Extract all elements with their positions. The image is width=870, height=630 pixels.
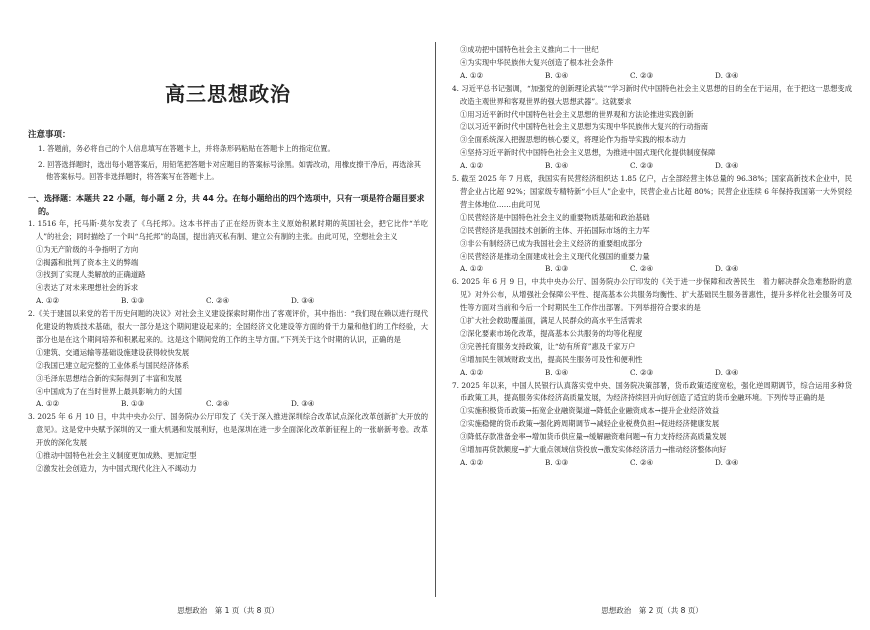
answer-choice: D. ③④ (715, 458, 739, 467)
answer-choice: C. ②④ (630, 264, 654, 274)
question-block (452, 44, 852, 83)
answer-choices (452, 367, 852, 380)
answer-choice: B. ①③ (545, 264, 569, 274)
statement-option: ①推动中国特色社会主义制度更加成熟、更加定型 (36, 451, 197, 461)
statement-option: ③全面系统深入把握思想的核心要义，将理论作为指导实践的根本动力 (460, 135, 687, 145)
answer-choices (28, 398, 428, 411)
statement-option: ③完善托育服务支持政策，让“幼有所育”惠及千家万户 (460, 341, 636, 351)
answer-choice: C. ②③ (630, 367, 654, 377)
left-question-list (28, 218, 428, 476)
left-column (28, 0, 428, 630)
answer-choice: A. ①② (460, 458, 483, 467)
answer-choice: D. ③④ (715, 264, 739, 274)
answer-choice: D. ③④ (715, 70, 739, 80)
question-stem: 2.《关于建国以来党的若干历史问题的决议》对社会主义建设探索时期作出了客观评价，其中指出：“我们现在赖以进行现代化建设的物质技术基础，很大一部分是这个期间建设起来的；全国经济文化建设等方面的骨干力量和他们的工作经验，大部分也是在这个期间培养和积累起来的。这是这个期间党的工作的主导方面。”下列关于这个时期的认识，正确的是 (28, 309, 428, 344)
statement-option: ①建筑、交通运输等基础设施建设获得较快发展 (36, 347, 190, 357)
statement-option: ①民营经济是中国特色社会主义的重要物质基础和政治基础 (460, 212, 650, 222)
answer-choices (452, 70, 852, 83)
question-block (452, 83, 852, 173)
answer-choice: B. ①④ (545, 367, 569, 377)
question-block (452, 276, 852, 379)
statement-option: ①实施积极货币政策→拓宽企业融资渠道→降低企业融资成本→提升企业经济效益 (460, 406, 720, 416)
statement-option: ②我国已建立起完整的工业体系与国民经济体系 (36, 360, 190, 370)
answer-choice: A. ①② (460, 264, 483, 274)
question-block (452, 173, 852, 276)
answer-choice: D. ③④ (291, 399, 315, 409)
answer-choice: A. ①② (460, 70, 483, 80)
statement-option: ②民营经济是我国技术创新的主体、开拓国际市场的主力军 (460, 225, 650, 235)
statement-option: ③降低存款准备金率→增加货币供应量→缓解融资难问题→有力支持经济高质量发展 (460, 432, 727, 442)
statement-option: ②激发社会创造力，为中国式现代化注入不竭动力 (36, 464, 197, 473)
question-block (28, 411, 428, 476)
answer-choice: C. ②④ (206, 296, 230, 306)
page-title: 高三思想政治 (165, 82, 291, 106)
answer-choice: A. ①② (460, 367, 483, 377)
statement-option: ④增加再贷款额度→扩大重点领域信贷投放→激发实体经济活力→推动经济整体向好 (460, 445, 727, 455)
statement-option: ③找到了实现人类解放的正确道路 (36, 270, 146, 280)
statement-option: ③毛泽东思想结合新的实际得到了丰富和发展 (36, 373, 182, 383)
statement-option: ②揭露和批判了资本主义的弊端 (36, 257, 139, 267)
right-column (452, 0, 852, 630)
answer-choice: B. ①③ (121, 296, 145, 306)
statement-option: ②实施稳健的货币政策→强化跨周期调节→减轻企业税费负担→促进经济健康发展 (460, 419, 720, 429)
answer-choice: A. ①② (36, 399, 59, 409)
footer-page-1: 思想政治 第 1 页（共 8 页） (177, 606, 279, 615)
column-divider (435, 42, 436, 597)
footer-page-2: 思想政治 第 2 页（共 8 页） (601, 606, 703, 615)
question-stem: 5. 截至 2025 年 7 月底，我国实有民营经济组织达 1.85 亿户，占全部经营主体总量的 96.38%；国家高新技术企业中，民营企业占比超 92%；国家级专精特新“小巨人”企业中，民营企业占比超 80%；民营企业连续 6 年保持我国第一大外贸经营主体地位……由此可见 (452, 174, 852, 209)
answer-choice: C. ②④ (206, 399, 230, 409)
notice-item: 1. 答题前，务必将自己的个人信息填写在答题卡上，并将条形码粘贴在答题卡上的指定位置。 (38, 144, 335, 153)
question-stem: 7. 2025 年以来，中国人民银行认真落实党中央、国务院决策部署，货币政策适度宽松，强化逆周期调节，综合运用多种货币政策工具，提高服务实体经济高质量发展，为经济持续回升向好创造了适宜的货币金融环境。下列传导正确的是 (452, 380, 852, 403)
question-block (28, 218, 428, 308)
question-stem: 4. 习近平总书记强调，“加强党的创新理论武装”“学习新时代中国特色社会主义思想的目的全在于运用，在于把这一思想变成改造主观世界和客观世界的强大思想武器”。这就要求 (452, 83, 852, 106)
answer-choice: C. ②③ (630, 161, 654, 171)
statement-option: ①扩大社会救助覆盖面，满足人民群众的高水平生活需求 (460, 316, 643, 326)
question-stem: 1. 1516 年，托马斯·莫尔发表了《乌托邦》。这本书抨击了正在经历资本主义原始积累时期的英国社会，把它比作“羊吃人”的社会；同时描绘了一个叫“乌托邦”的岛国，提出消灭私有制、建立公有制的主张。由此可见，空想社会主义 (28, 218, 428, 241)
section-header: 一、选择题：本题共 22 小题，每小题 2 分，共 44 分。在每小题给出的四个选项中，只有一项是符合题目要求的。 (28, 193, 425, 216)
right-question-list (452, 44, 852, 470)
answer-choice: C. ②③ (630, 70, 654, 80)
answer-choice: B. ①④ (545, 70, 569, 80)
answer-choice: B. ①③ (545, 458, 569, 467)
answer-choices (452, 160, 852, 173)
notice-item: 2. 回答选择题时，选出每小题答案后，用铅笔把答题卡对应题目的答案标号涂黑。如需改动，用橡皮擦干净后，再选涂其他答案标号。回答非选择题时，将答案写在答题卡上。 (38, 159, 421, 182)
question-block (452, 380, 852, 470)
statement-option: ④为实现中华民族伟大复兴创造了根本社会条件 (460, 57, 614, 67)
statement-option: ①为无产阶级的斗争指明了方向 (36, 244, 139, 254)
answer-choice: A. ①② (460, 161, 483, 171)
question-stem: 3. 2025 年 6 月 10 日，中共中央办公厅、国务院办公厅印发了《关于深入推进深圳综合改革试点深化改革创新扩大开放的意见》。这是党中央赋予深圳的又一重大机遇和发展利好，也是深圳在进一步全面深化改革新征程上的一张崭新考卷。改革开放的深化发展 (28, 412, 428, 448)
answer-choice: D. ③④ (715, 367, 739, 377)
statement-option: ③非公有制经济已成为我国社会主义经济的重要组成部分 (460, 238, 643, 248)
statement-option: ④表达了对未来理想社会的诉求 (36, 283, 139, 293)
answer-choices (452, 263, 852, 276)
statement-option: ②以习近平新时代中国特色社会主义思想为实现中华民族伟大复兴的行动指南 (460, 122, 709, 132)
statement-option: ③成功把中国特色社会主义推向二十一世纪 (460, 45, 599, 54)
answer-choice: D. ③④ (291, 296, 315, 306)
answer-choice: A. ①② (36, 296, 59, 306)
answer-choices (28, 295, 428, 308)
answer-choice: C. ②④ (630, 458, 654, 467)
statement-option: ④坚持习近平新时代中国特色社会主义思想，为推进中国式现代化提供制度保障 (460, 148, 716, 158)
answer-choice: B. ①④ (545, 161, 569, 171)
question-stem: 6. 2025 年 6 月 9 日，中共中央办公厅、国务院办公厅印发的《关于进一步保障和改善民生 着力解决群众急难愁盼的意见》对外公布，从增强社会保障公平性、提高基本公共服务均衡性、扩大基础民生服务普惠性，提升多样化社会服务可及性等方面对当前和今后一个时期民生工作作出部署。下列举措符合要求的是 (452, 277, 852, 313)
statement-option: ①用习近平新时代中国特色社会主义思想的世界观和方法论推进实践创新 (460, 109, 694, 119)
answer-choices (452, 457, 852, 470)
answer-choice: B. ①③ (121, 399, 145, 409)
statement-option: ②深化要素市场化改革，提高基本公共服务的均等化程度 (460, 328, 643, 338)
question-block (28, 308, 428, 411)
notice-heading: 注意事项： (28, 130, 71, 140)
answer-choice: D. ③④ (715, 161, 739, 171)
statement-option: ④中国成为了在当时世界上最具影响力的大国 (36, 386, 182, 396)
statement-option: ④民营经济是推动全面建成社会主义现代化强国的重要力量 (460, 251, 650, 261)
statement-option: ④增加民生领域财政支出，提高民生服务可及性和便利性 (460, 354, 643, 364)
